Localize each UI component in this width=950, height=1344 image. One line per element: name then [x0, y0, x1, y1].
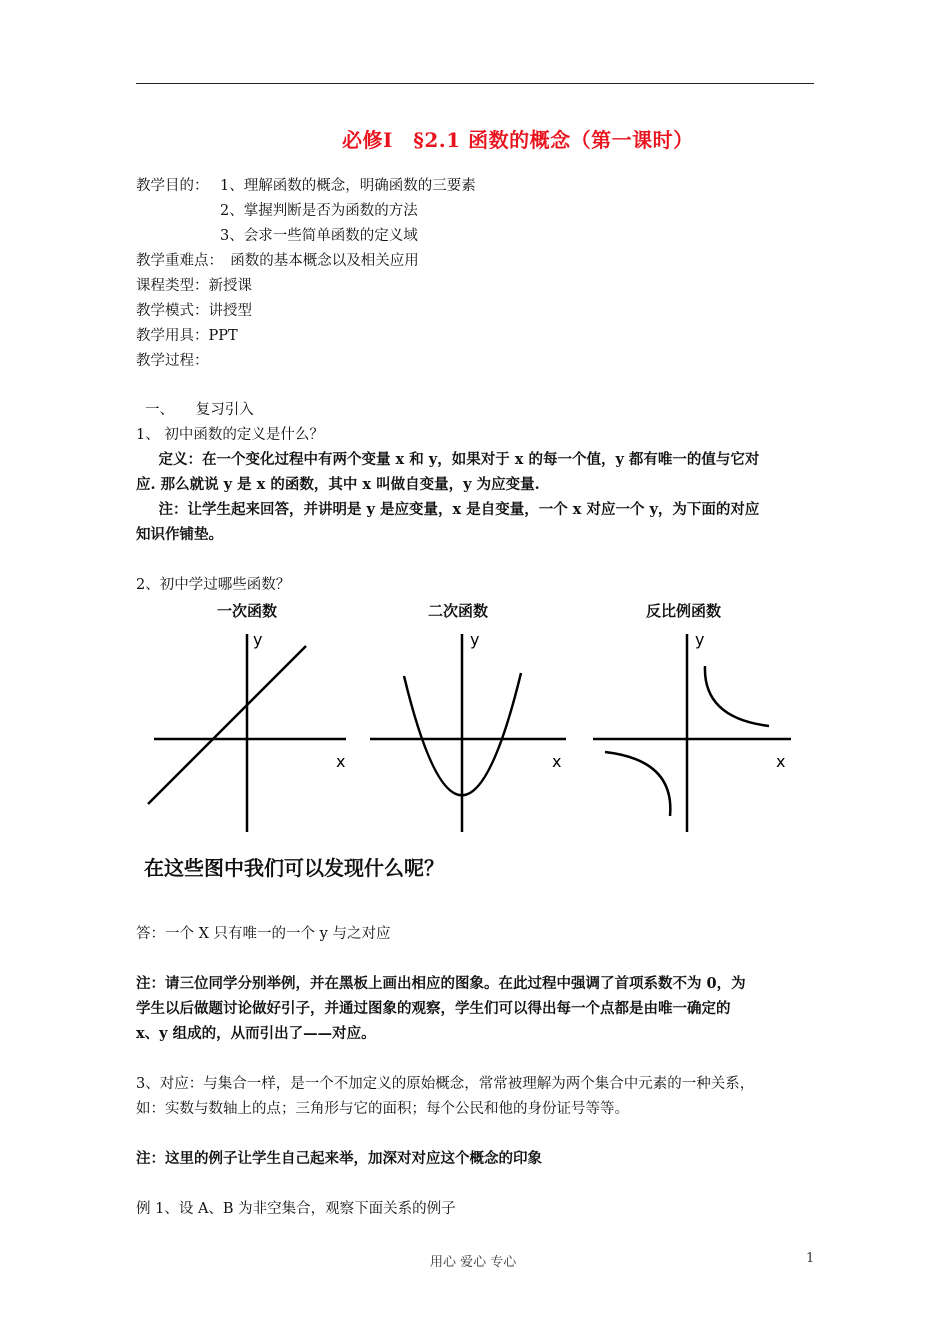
- page-number: 1: [806, 1251, 815, 1266]
- question-1: 1、 初中函数的定义是什么？: [136, 427, 324, 443]
- point-3-line-2: 如：实数与数轴上的点；三角形与它的面积；每个公民和他的身份证号等等。: [136, 1101, 629, 1117]
- y-axis-label: y: [470, 630, 480, 649]
- note-2-line-1: 注：请三位同学分别举例，并在黑板上画出相应的图象。在此过程中强调了首项系数不为 0，为: [136, 975, 746, 992]
- x-axis-label: x: [336, 752, 346, 771]
- graph-title-inverse: 反比例函数: [646, 602, 722, 620]
- teaching-process: 教学过程：: [136, 353, 209, 369]
- y-axis-label: y: [695, 630, 705, 649]
- graph-title-linear: 一次函数: [217, 602, 278, 620]
- section-heading: 一、 复习引入: [145, 402, 254, 418]
- teaching-tools: 教学用具：PPT: [136, 328, 238, 344]
- page-title: 必修Ⅰ §2.1 函数的概念（第一课时）: [342, 128, 694, 152]
- definition-line-1: 定义：在一个变化过程中有两个变量 x 和 y，如果对于 x 的每一个值，y 都有唯一的值与它对: [144, 451, 760, 468]
- answer: 答：一个 X 只有唯一的一个 y 与之对应: [136, 926, 391, 942]
- x-axis-label: x: [776, 752, 786, 771]
- inverse-function-graph: [585, 620, 805, 840]
- teaching-mode: 教学模式：讲授型: [136, 303, 252, 319]
- x-axis-label: x: [552, 752, 562, 771]
- course-type: 课程类型：新授课: [136, 278, 252, 294]
- note-3: 注：这里的例子让学生自己起来举，加深对对应这个概念的印象: [136, 1150, 542, 1167]
- note-2-line-3: x、y 组成的，从而引出了——对应。: [136, 1025, 376, 1042]
- point-3-line-1: 3、对应：与集合一样，是一个不加定义的原始概念，常常被理解为两个集合中元素的一种关系，: [136, 1076, 755, 1092]
- graph-title-quadratic: 二次函数: [428, 602, 489, 620]
- linear-curve: [148, 646, 306, 804]
- objective-3: 3、会求一些简单函数的定义域: [220, 228, 418, 244]
- definition-line-2: 应. 那么就说 y 是 x 的函数，其中 x 叫做自变量，y 为应变量.: [136, 476, 540, 493]
- note-1-line-1: 注：让学生起来回答，并讲明是 y 是应变量，x 是自变量，一个 x 对应一个 y，为下面的对应: [144, 501, 760, 518]
- question-2: 2、初中学过哪些函数？: [136, 577, 291, 593]
- note-1-line-2: 知识作铺垫。: [136, 526, 223, 543]
- quadratic-function-graph: [360, 620, 580, 840]
- hyperbola-branch-2: [605, 752, 670, 816]
- example-1: 例 1、设 A、B 为非空集合，观察下面关系的例子: [136, 1201, 456, 1217]
- objective-2: 2、掌握判断是否为函数的方法: [220, 203, 418, 219]
- linear-function-graph: [140, 620, 360, 840]
- objective-1: 1、理解函数的概念，明确函数的三要素: [220, 178, 476, 194]
- key-points: 教学重难点： 函数的基本概念以及相关应用: [136, 253, 419, 269]
- discovery-question: 在这些图中我们可以发现什么呢？: [144, 856, 444, 880]
- hyperbola-branch-1: [705, 666, 769, 726]
- page-footer: 用心 爱心 专心: [430, 1255, 517, 1270]
- header-rule: [136, 83, 814, 84]
- y-axis-label: y: [253, 630, 263, 649]
- objectives-label: 教学目的：: [136, 178, 209, 194]
- note-2-line-2: 学生以后做题讨论做好引子，并通过图象的观察，学生们可以得出每一个点都是由唯一确定的: [136, 1000, 731, 1017]
